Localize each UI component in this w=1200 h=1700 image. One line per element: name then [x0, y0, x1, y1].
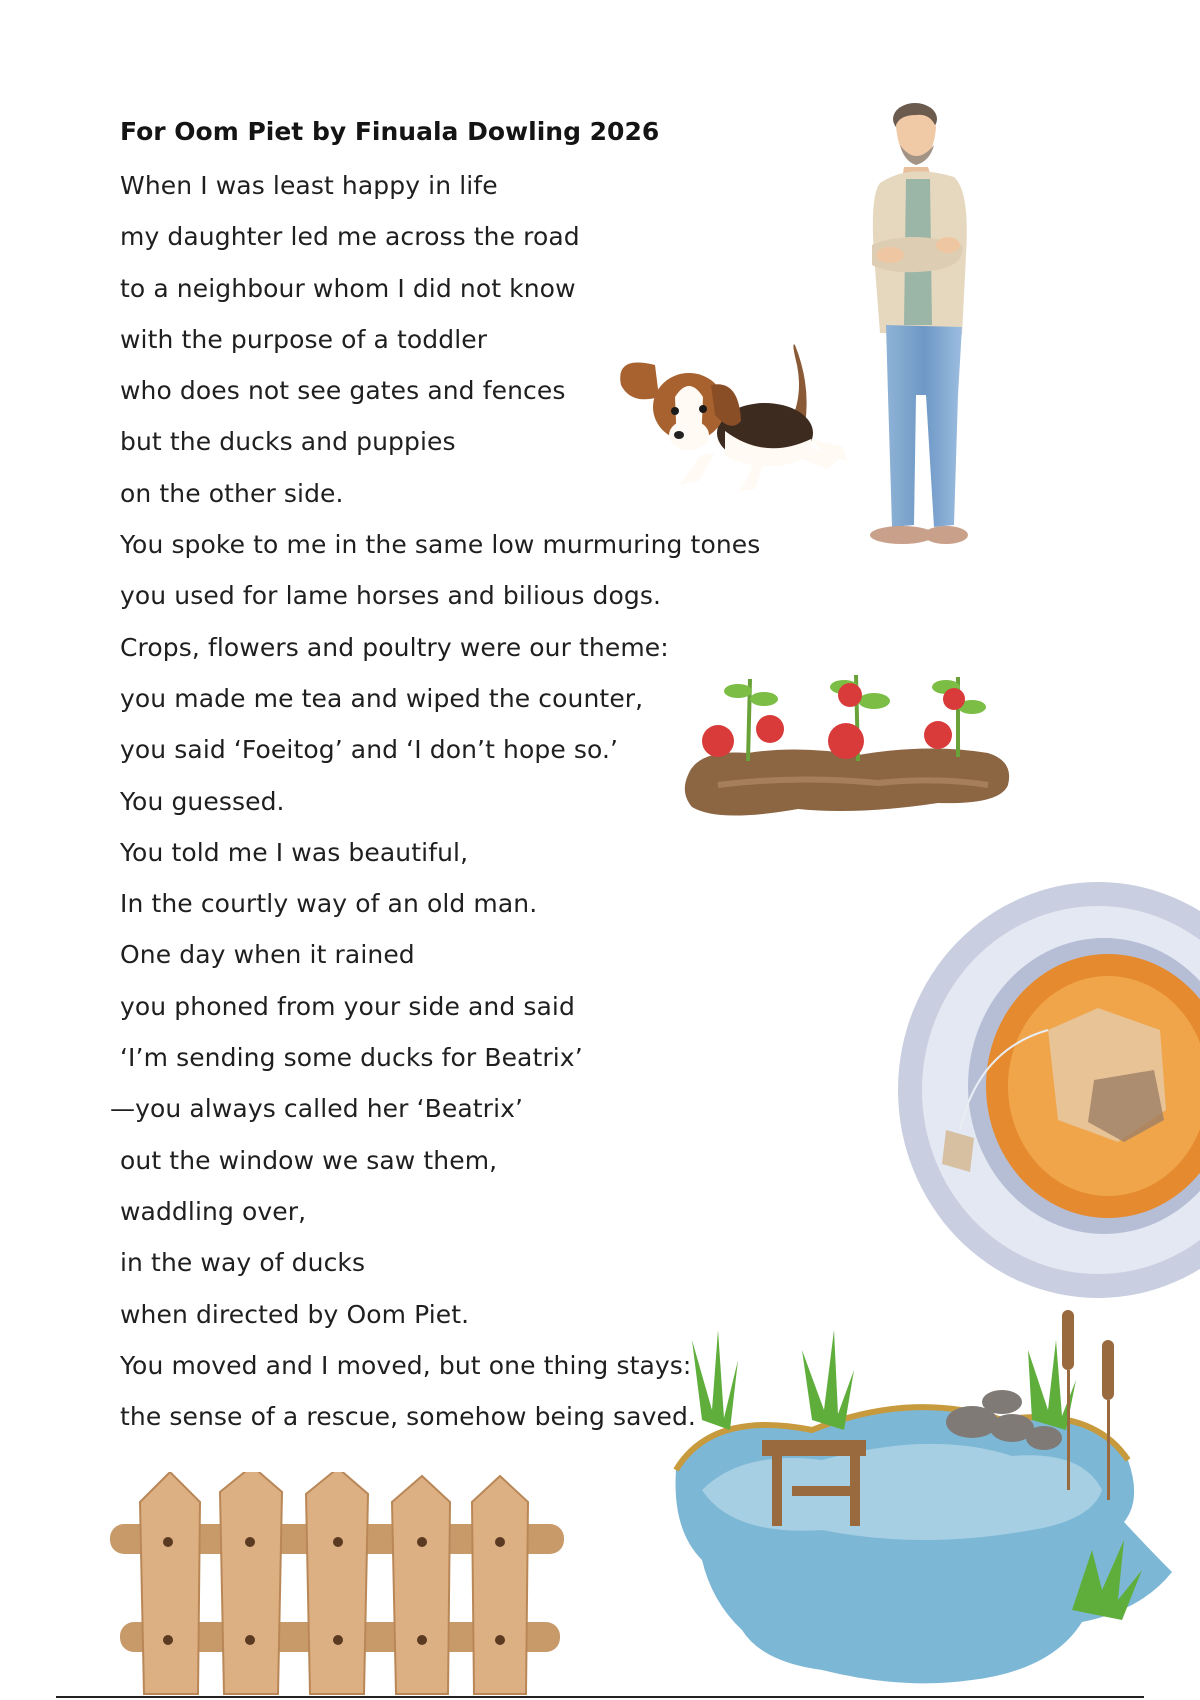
poem-line: on the other side. — [120, 478, 344, 508]
poem-line: when directed by Oom Piet. — [120, 1299, 470, 1329]
poem-title: For Oom Piet by Finuala Dowling 2026 — [120, 117, 660, 146]
poem-line: my daughter led me across the road — [120, 222, 580, 252]
poem-line: but the ducks and puppies — [120, 427, 456, 457]
poem-line: waddling over, — [120, 1196, 307, 1226]
poem-line: with the purpose of a toddler — [120, 324, 488, 354]
poem-line: You moved and I moved, but one thing stays: — [120, 1350, 692, 1380]
bottom-rule — [56, 1696, 1144, 1698]
poem-line: you used for lame horses and bilious dogs. — [120, 581, 662, 611]
old-man-illustration — [850, 95, 1000, 575]
poem-line: who does not see gates and fences — [120, 376, 566, 406]
pond-illustration — [672, 1310, 1192, 1700]
poem-line: In the courtly way of an old man. — [120, 889, 538, 919]
poem-line: out the window we saw them, — [120, 1145, 498, 1175]
poem-line: ‘I’m sending some ducks for Beatrix’ — [120, 1043, 583, 1073]
poem-line: the sense of a rescue, somehow being saved. — [120, 1402, 696, 1432]
poem-line: You told me I was beautiful, — [120, 837, 469, 867]
poem-line: When I was least happy in life — [120, 171, 498, 200]
poem-line: you made me tea and wiped the counter, — [120, 683, 644, 713]
tea-cup-illustration — [898, 880, 1200, 1320]
puppy-illustration — [615, 335, 855, 495]
poem-line: you said ‘Foeitog’ and ‘I don’t hope so.’ — [120, 735, 619, 765]
poem-line: in the way of ducks — [120, 1248, 366, 1278]
poem-line: you phoned from your side and said — [120, 991, 575, 1021]
poem-line: —you always called her ‘Beatrix’ — [110, 1094, 524, 1124]
poem-line: One day when it rained — [120, 940, 415, 970]
poem-line: Crops, flowers and poultry were our theme: — [120, 632, 669, 662]
poem-line: You guessed. — [120, 786, 285, 816]
fence-illustration — [110, 1472, 564, 1700]
tomato-garden-illustration — [678, 665, 1018, 835]
poem-line: to a neighbour whom I did not know — [120, 273, 576, 303]
poem-line: You spoke to me in the same low murmuring tones — [120, 530, 761, 560]
